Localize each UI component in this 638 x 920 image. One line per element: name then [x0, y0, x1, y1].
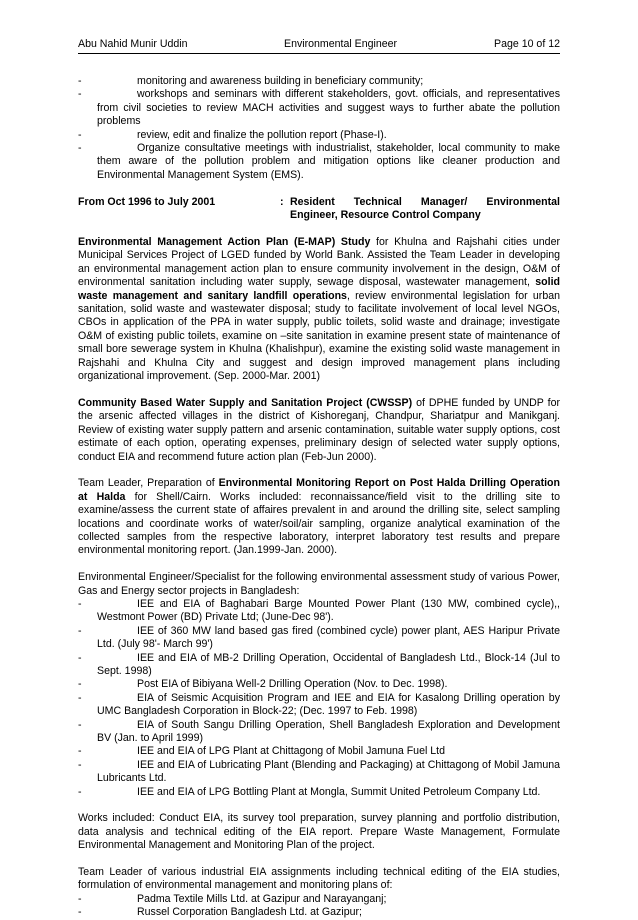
emap-title: Environmental Management Action Plan (E-MAP) Study: [78, 236, 371, 249]
bullet-item: [78, 129, 560, 142]
specialist-intro: Environmental Engineer/Specialist for the following environmental assessment study of various Power, Gas and Energy sector projects in Bangladesh:: [78, 571, 560, 597]
list-item-text: Russel Corporation Bangladesh Ltd. at Gazipur;: [137, 906, 362, 919]
team-leader-list: [78, 893, 560, 920]
list-item: - EIA of Seismic Acquisition Program and IEE and EIA for Kasalong Drilling operation by UMC Bangladesh Corporation in Block-22; (Dec. 1997 to Feb. 1998): [78, 691, 560, 718]
list-item: - IEE and EIA of Baghabari Barge Mounted Power Plant (130 MW, combined cycle),, Westmont Power (BD) Private Ltd; (June-Dec 98').: [78, 597, 560, 624]
header-page-number: Page 10 of 12: [494, 38, 560, 50]
bullet-dash: -: [78, 128, 82, 141]
list-item-text: Padma Textile Mills Ltd. at Gazipur and Narayanganj;: [137, 892, 387, 905]
bullet-item: [78, 142, 560, 182]
bullet-list-top: [78, 75, 560, 182]
list-item: - IEE and EIA of Lubricating Plant (Blending and Packaging) at Chittagong of Mobil Jamuna Lubricants Ltd.: [78, 758, 560, 785]
bullet-dash: -: [78, 88, 82, 101]
list-item-text: IEE and EIA of Lubricating Plant (Blending and Packaging) at Chittagong of Mobil Jamuna Lubricants Ltd.: [97, 758, 560, 785]
list-item-text: IEE and EIA of MB-2 Drilling Operation, Occidental of Bangladesh Ltd., Block-14 (Jul to Sept. 1998): [97, 651, 560, 677]
bullet-dash: -: [78, 75, 82, 87]
list-item: - Russel Corporation Bangladesh Ltd. at Gazipur;: [78, 906, 362, 919]
bullet-item: [78, 75, 560, 88]
employment-period: [78, 196, 560, 223]
bullet-dash: -: [78, 142, 82, 155]
list-item-text: Post EIA of Bibiyana Well-2 Drilling Operation (Nov. to Dec. 1998).: [137, 678, 448, 691]
bullet-item: [78, 88, 560, 128]
header-job-title: Environmental Engineer: [284, 38, 398, 50]
list-item: - IEE and EIA of MB-2 Drilling Operation, Occidental of Bangladesh Ltd., Block-14 (Jul to Sept. 1998): [78, 651, 560, 677]
period-role: Resident Technical Manager/ Environmental Engineer, Resource Control Company: [290, 195, 560, 222]
header-author-name: Abu Nahid Munir Uddin: [78, 38, 188, 50]
period-dates: From Oct 1996 to July 2001: [78, 195, 216, 208]
list-item-text: IEE and EIA of LPG Plant at Chittagong of Mobil Jamuna Fuel Ltd: [137, 745, 445, 758]
bullet-text: workshops and seminars with different stakeholders, govt. officials, and representatives from civil societies to review MACH activities and suggest ways to further abate the pollution problems: [97, 88, 560, 128]
bullet-text: monitoring and awareness building in beneficiary community;: [137, 75, 424, 87]
list-item-text: IEE of 360 MW land based gas fired (combined cycle) power plant, AES Haripur Private Ltd. (July 98'- March 99'): [97, 624, 560, 651]
period-colon: :: [280, 195, 284, 208]
cwssp-title: Community Based Water Supply and Sanitation Project (CWSSP): [78, 396, 413, 409]
list-item-text: IEE and EIA of LPG Bottling Plant at Mongla, Summit United Petroleum Company Ltd.: [137, 785, 541, 798]
emap-paragraph: Environmental Management Action Plan (E-MAP) Study for Khulna and Rajshahi cities under Municipal Services Project of LGED funded by World Bank. Assisted the Team Leader in developing an environmental management action plan to ensure community involvement in the design, O&M of environmental sanitation including water supply, sewage disposal, wastewater management, solid waste management and sanitary landfill operations, review environmental legislation for urban sanitation, solid waste and wastewater disposal; study to facilitate involvement of local level NGOs, CBOs in application of the PPA in water supply, public toilets, solid waste and drainage; investigate O&M of existing public toilets, examine on –site sanitation in examine present state of maintenance of small bore sewerage system in Khulna (Khalishpur), examine the existing solid waste management in Rajshahi and Khulna City and suggest and design improved management plans including organizational improvement. (Sep. 2000-Mar. 2001): [78, 236, 560, 383]
specialist-list: [78, 598, 560, 799]
team-leader-intro: Team Leader of various industrial EIA assignments including technical editing of the EIA studies, formulation of environmental management and monitoring plans of:: [78, 866, 560, 892]
halda-title: Environmental Monitoring Report on Post Halda Drilling Operation at Halda: [78, 477, 560, 503]
page-header: [78, 38, 560, 54]
emap-highlight: solid waste management and sanitary landfill operations: [78, 276, 560, 302]
list-item-text: EIA of Seismic Acquisition Program and IEE and EIA for Kasalong Drilling operation by UMC Bangladesh Corporation in Block-22; (Dec. 1997 to Feb. 1998): [97, 691, 560, 718]
list-item-text: IEE and EIA of Baghabari Barge Mounted Power Plant (130 MW, combined cycle),, Westmont Power (BD) Private Ltd; (June-Dec 98').: [97, 597, 560, 624]
list-item-text: EIA of South Sangu Drilling Operation, Shell Bangladesh Exploration and Development BV (Jan. to April 1999): [97, 718, 560, 745]
page-content: [78, 75, 560, 920]
list-item: - Padma Textile Mills Ltd. at Gazipur and Narayanganj;: [78, 892, 387, 905]
halda-paragraph: Team Leader, Preparation of Environmental Monitoring Report on Post Halda Drilling Operation at Halda for Shell/Cairn. Works included: reconnaissance/field visit to the drilling site to examine/assess the current state of affaires prevalent in and around the drilling site, select sampling locations and coordinate works of water/soil/air sampling, organize analytical examination of the collected samples from the respective laboratory, interpret laboratory test results and prepare environmental monitoring report. (Jan.1999-Jan. 2000).: [78, 477, 560, 557]
cwssp-paragraph: Community Based Water Supply and Sanitation Project (CWSSP) of DPHE funded by UNDP for the arsenic affected villages in the district of Kishoreganj, Chandpur, Shariatpur and Manikganj. Review of existing water supply pattern and arsenic contamination, suitable water supply options, cost estimate of each option, operating expenses, preliminary design of selected water supply options, conduct EIA and recommend future action plan (Feb-Jun 2000).: [78, 396, 560, 463]
list-item: - IEE of 360 MW land based gas fired (combined cycle) power plant, AES Haripur Private Ltd. (July 98'- March 99'): [78, 624, 560, 651]
bullet-text: review, edit and finalize the pollution report (Phase-I).: [137, 128, 387, 141]
list-item: - Post EIA of Bibiyana Well-2 Drilling Operation (Nov. to Dec. 1998).: [78, 678, 448, 691]
works-paragraph: Works included: Conduct EIA, its survey tool preparation, survey planning and portfolio distribution, data analysis and technical editing of the EIA report. Prepare Waste Management, Formulate Environmental Management and Monitoring Plan of the project.: [78, 812, 560, 852]
list-item: - EIA of South Sangu Drilling Operation, Shell Bangladesh Exploration and Development BV (Jan. to April 1999): [78, 718, 560, 745]
list-item: - IEE and EIA of LPG Plant at Chittagong of Mobil Jamuna Fuel Ltd: [78, 745, 445, 758]
bullet-text: Organize consultative meetings with industrialist, stakeholder, local community to make them aware of the pollution problem and mitigation options like cleaner production and Environmental Management System (EMS).: [97, 142, 560, 181]
list-item: - IEE and EIA of LPG Bottling Plant at Mongla, Summit United Petroleum Company Ltd.: [78, 785, 541, 798]
